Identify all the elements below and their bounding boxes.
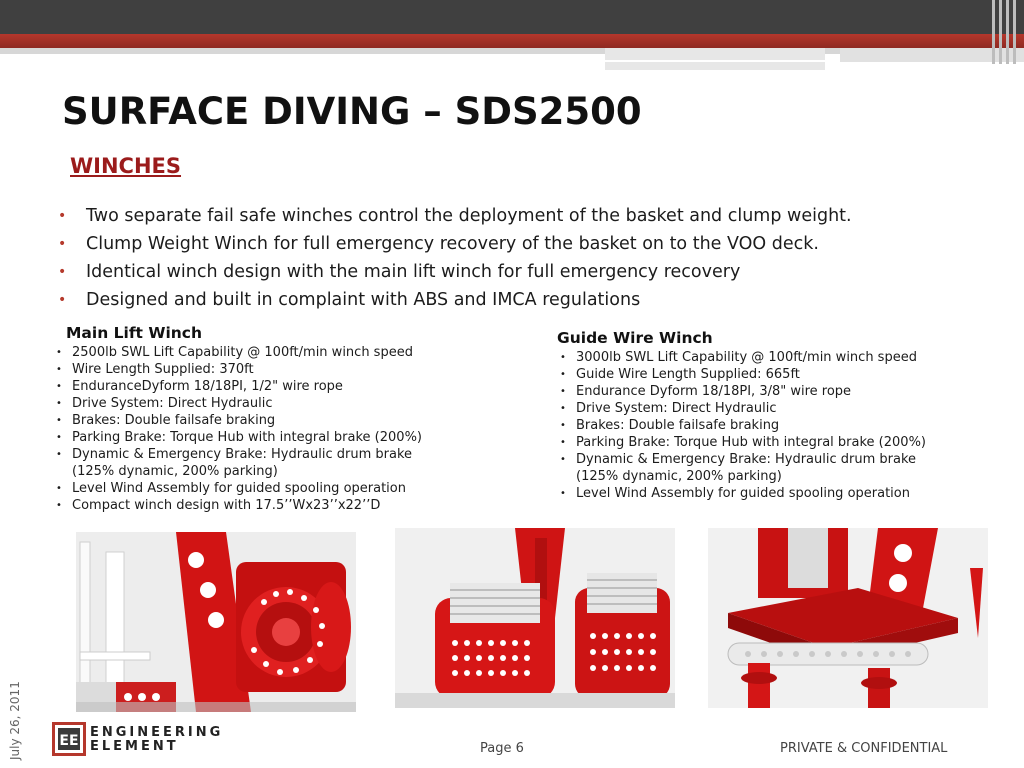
main-bullet: • Designed and built in complaint with ABS and IMCA regulations: [58, 290, 641, 310]
list-item: • Brakes: Double failsafe braking: [56, 413, 276, 428]
list-item: • 2500lb SWL Lift Capability @ 100ft/min winch speed: [56, 345, 413, 360]
header-accent-stripe: [0, 34, 1024, 48]
main-lift-winch-section: [52, 324, 522, 514]
slide-subtitle: WINCHES: [70, 154, 182, 178]
main-bullet: • Two separate fail safe winches control the deployment of the basket and clump weight.: [58, 206, 852, 226]
guide-wire-winch-section: [556, 329, 1006, 502]
list-item: • Parking Brake: Torque Hub with integral brake (200%): [560, 435, 926, 450]
header-tab-left: [605, 48, 825, 70]
page-number: Page 6: [480, 741, 524, 756]
guide-wire-winch-title: Guide Wire Winch: [557, 329, 713, 347]
list-item: • Parking Brake: Torque Hub with integral brake (200%): [56, 430, 422, 445]
logo-wordmark: ENGINEERING ELEMENT: [90, 725, 224, 754]
list-item: • Dynamic & Emergency Brake: Hydraulic drum brake (125% dynamic, 200% parking): [56, 447, 413, 479]
main-bullet: • Identical winch design with the main lift winch for full emergency recovery: [58, 262, 741, 282]
logo-mark-icon: [52, 722, 86, 756]
list-item: • Guide Wire Length Supplied: 665ft: [560, 367, 800, 382]
list-item: • EnduranceDyform 18/18PI, 1/2" wire rope: [56, 379, 343, 394]
header-bar: [0, 0, 1024, 34]
slide-date: July 26, 2011: [8, 681, 22, 760]
slide-title: SURFACE DIVING – SDS2500: [62, 90, 642, 133]
list-item: • Wire Length Supplied: 370ft: [56, 362, 254, 377]
winch-base-image: [708, 528, 988, 708]
list-item: • 3000lb SWL Lift Capability @ 100ft/min winch speed: [560, 350, 917, 365]
list-item: • Level Wind Assembly for guided spooling operation: [56, 481, 406, 496]
twin-winches-image: [395, 528, 675, 708]
main-bullet: • Clump Weight Winch for full emergency recovery of the basket on to the VOO deck.: [58, 234, 819, 254]
list-item: • Endurance Dyform 18/18PI, 3/8" wire rope: [560, 384, 852, 399]
list-item: • Drive System: Direct Hydraulic: [560, 401, 777, 416]
confidential-label: PRIVATE & CONFIDENTIAL: [780, 741, 948, 756]
company-logo: [52, 722, 262, 758]
list-item: • Dynamic & Emergency Brake: Hydraulic drum brake (125% dynamic, 200% parking): [560, 452, 917, 484]
main-lift-winch-title: Main Lift Winch: [66, 324, 203, 342]
logo-mark-text: EE: [59, 733, 79, 749]
main-lift-winch-image: [76, 532, 356, 712]
list-item: • Compact winch design with 17.5’’Wx23’’x22’’D: [56, 498, 381, 513]
list-item: • Level Wind Assembly for guided spooling operation: [560, 486, 910, 501]
main-bullet-list: [58, 202, 998, 314]
header-stripes: [992, 0, 1016, 64]
guide-wire-winch-list: [556, 349, 1006, 502]
list-item: • Drive System: Direct Hydraulic: [56, 396, 273, 411]
main-lift-winch-list: [52, 344, 522, 514]
list-item: • Brakes: Double failsafe braking: [560, 418, 780, 433]
